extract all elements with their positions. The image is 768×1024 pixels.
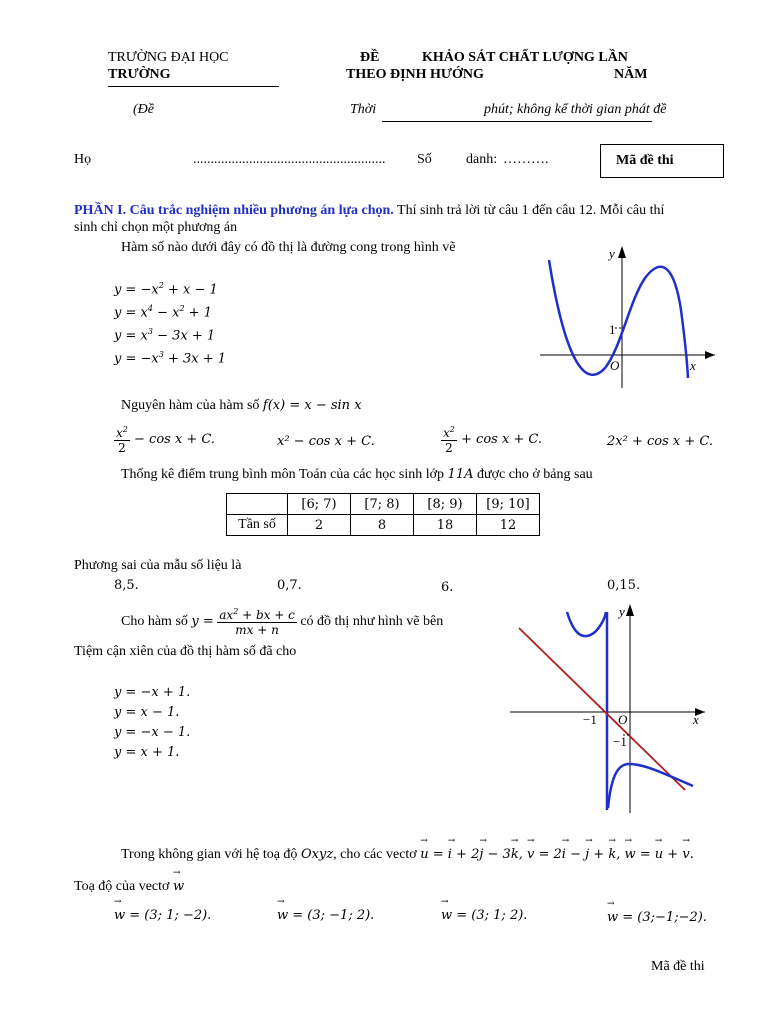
q3-option-d[interactable]: 0,15. xyxy=(607,578,641,593)
q4-stem: Cho hàm số y = $\frac{ax^2 + bx + c}{mx + n}$ có đồ thị như hình vẽ bên xyxy=(121,607,444,637)
q4-question: Tiệm cận xiên của đồ thị hàm số đã cho xyxy=(74,644,297,659)
table-row xyxy=(227,494,540,515)
q4-stem-a: Cho hàm số xyxy=(121,614,188,630)
exam-title-main: KHẢO SÁT CHẤT LƯỢNG LẦN xyxy=(422,50,628,65)
exam-title-year: NĂM xyxy=(614,67,648,82)
exam-note-time: Thời xyxy=(350,102,377,117)
id-label: danh: xyxy=(466,152,498,167)
part1-heading: PHẦN I. Câu trắc nghiệm nhiều phương án lựa chọn. xyxy=(74,203,394,218)
q4-stem-b: có đồ thị như hình vẽ bên xyxy=(300,614,444,630)
q2-option-a[interactable]: $\frac{x^2}{2}$ − cos x + C. xyxy=(116,425,216,455)
exam-note-rest: phút; không kể thời gian phát đề xyxy=(484,102,667,117)
q1-x-arrow xyxy=(705,351,715,359)
table-cell: 12 xyxy=(477,515,540,536)
q5-stem-a: Trong không gian với hệ toạ độ xyxy=(121,847,298,862)
q4-option-a[interactable]: y = −x + 1. xyxy=(114,685,191,700)
q1-label-x: x xyxy=(690,358,696,373)
q5-option-c[interactable]: → w = (3; 1; 2). xyxy=(441,908,527,923)
q4-oblique-asymptote xyxy=(519,628,685,790)
q5-option-a[interactable]: → w = (3; 1; −2). xyxy=(114,908,211,923)
q4-option-c[interactable]: y = −x − 1. xyxy=(114,725,191,740)
school-name-line1: TRƯỜNG ĐẠI HỌC xyxy=(108,50,229,65)
number-label: Số xyxy=(417,152,432,167)
q3-question: Phương sai của mẫu số liệu là xyxy=(74,558,242,573)
q5-option-b[interactable]: → w = (3; −1; 2). xyxy=(277,908,374,923)
q5-question xyxy=(74,879,184,895)
q1-option-d[interactable]: $y = -x^3 + 3x + 1$ xyxy=(114,350,227,367)
table-header-cell: [6; 7) xyxy=(288,494,351,515)
name-label: Họ xyxy=(74,152,92,167)
q2-stem-text: Nguyên hàm của hàm số xyxy=(121,398,260,413)
q4-label-minus1-y: −1 xyxy=(613,734,627,749)
note-underline xyxy=(382,121,652,122)
q4-option-b[interactable]: y = x − 1. xyxy=(114,705,180,720)
q3-frequency-table xyxy=(226,493,540,536)
q3-option-b[interactable]: 0,7. xyxy=(277,578,302,593)
id-dots: ………. xyxy=(503,152,549,167)
q2-option-c[interactable]: $\frac{x^2}{2}$ + cos x + C. xyxy=(443,425,543,455)
q4-option-d[interactable]: y = x + 1. xyxy=(114,745,180,760)
q3-option-c[interactable]: 6. xyxy=(441,580,454,595)
q5-stem-b: , cho các vectơ xyxy=(333,847,417,862)
q4-label-x: x xyxy=(693,712,699,727)
q1-label-o: O xyxy=(610,358,620,373)
table-cell: 18 xyxy=(414,515,477,536)
q5-vector-w: → w xyxy=(173,879,184,894)
q2-option-d[interactable]: 2x² + cos x + C. xyxy=(607,434,713,449)
q2-stem xyxy=(121,398,362,414)
q5-system: Oxyz xyxy=(300,847,334,862)
exam-note-de: (Đề xyxy=(133,102,154,117)
q1-y-arrow xyxy=(618,246,626,258)
q3-stem-a: Thống kê điểm trung bình môn Toán của các học sinh lớp xyxy=(121,467,445,482)
q5-option-d[interactable]: → w = (3;−1;−2). xyxy=(607,910,707,925)
school-underline xyxy=(108,86,279,87)
q4-graph xyxy=(505,600,710,815)
table-header-cell: [9; 10] xyxy=(477,494,540,515)
q4-label-o: O xyxy=(618,712,628,727)
table-header-cell xyxy=(227,494,288,515)
name-dots: ....................................................... xyxy=(193,152,386,167)
part1-instructions xyxy=(74,203,664,219)
q3-option-a[interactable]: 8,5. xyxy=(114,578,139,593)
q3-stem-b: được cho ở bảng sau xyxy=(476,467,593,482)
q5-stem xyxy=(121,847,694,863)
footer-exam-code: Mã đề thi xyxy=(651,959,705,974)
q1-option-a[interactable]: $y = -x^2 + x - 1$ xyxy=(114,281,218,298)
exam-code-label: Mã đề thi xyxy=(616,153,674,168)
table-header-cell: [8; 9) xyxy=(414,494,477,515)
q1-label-y: y xyxy=(609,246,615,261)
q1-stem: Hàm số nào dưới đây có đồ thị là đường cong trong hình vẽ xyxy=(121,240,456,255)
q4-y-arrow xyxy=(626,604,634,616)
table-row-label: Tần số xyxy=(227,515,288,536)
part1-instr2: sinh chỉ chọn một phương án xyxy=(74,220,238,235)
q1-option-b[interactable]: $y = x^4 - x^2 + 1$ xyxy=(114,304,212,321)
exam-title-de: ĐỀ xyxy=(360,50,380,65)
q4-label-y: y xyxy=(619,604,625,619)
q1-option-c[interactable]: $y = x^3 - 3x + 1$ xyxy=(114,327,216,344)
q2-option-b[interactable]: x² − cos x + C. xyxy=(277,434,375,449)
exam-title-line2: THEO ĐỊNH HƯỚNG xyxy=(346,67,484,82)
q1-graph xyxy=(535,240,720,390)
table-cell: 8 xyxy=(351,515,414,536)
table-cell: 2 xyxy=(288,515,351,536)
q3-stem xyxy=(121,467,593,483)
q2-function: f(x) = x − sin x xyxy=(262,398,362,413)
q5-question-text: Toạ độ của vectơ xyxy=(74,879,170,894)
q3-class: 11A xyxy=(447,467,474,482)
q1-label-1: 1 xyxy=(609,322,616,337)
q4-function: $\frac{ax^2 + bx + c}{mx + n}$ xyxy=(219,607,295,637)
table-header-cell: [7; 8) xyxy=(351,494,414,515)
part1-instr1: Thí sinh trả lời từ câu 1 đến câu 12. Mỗi câu thí xyxy=(393,203,665,218)
table-row xyxy=(227,515,540,536)
q4-branch-upper xyxy=(567,612,606,636)
q4-label-minus1-x: −1 xyxy=(583,712,597,727)
q5-vectors: → u = → i + 2→ j − 3→ k, → v = 2→ i − → j + → k, → w = → u + → v. xyxy=(420,847,694,862)
school-name-line2: TRƯỜNG xyxy=(108,67,171,82)
